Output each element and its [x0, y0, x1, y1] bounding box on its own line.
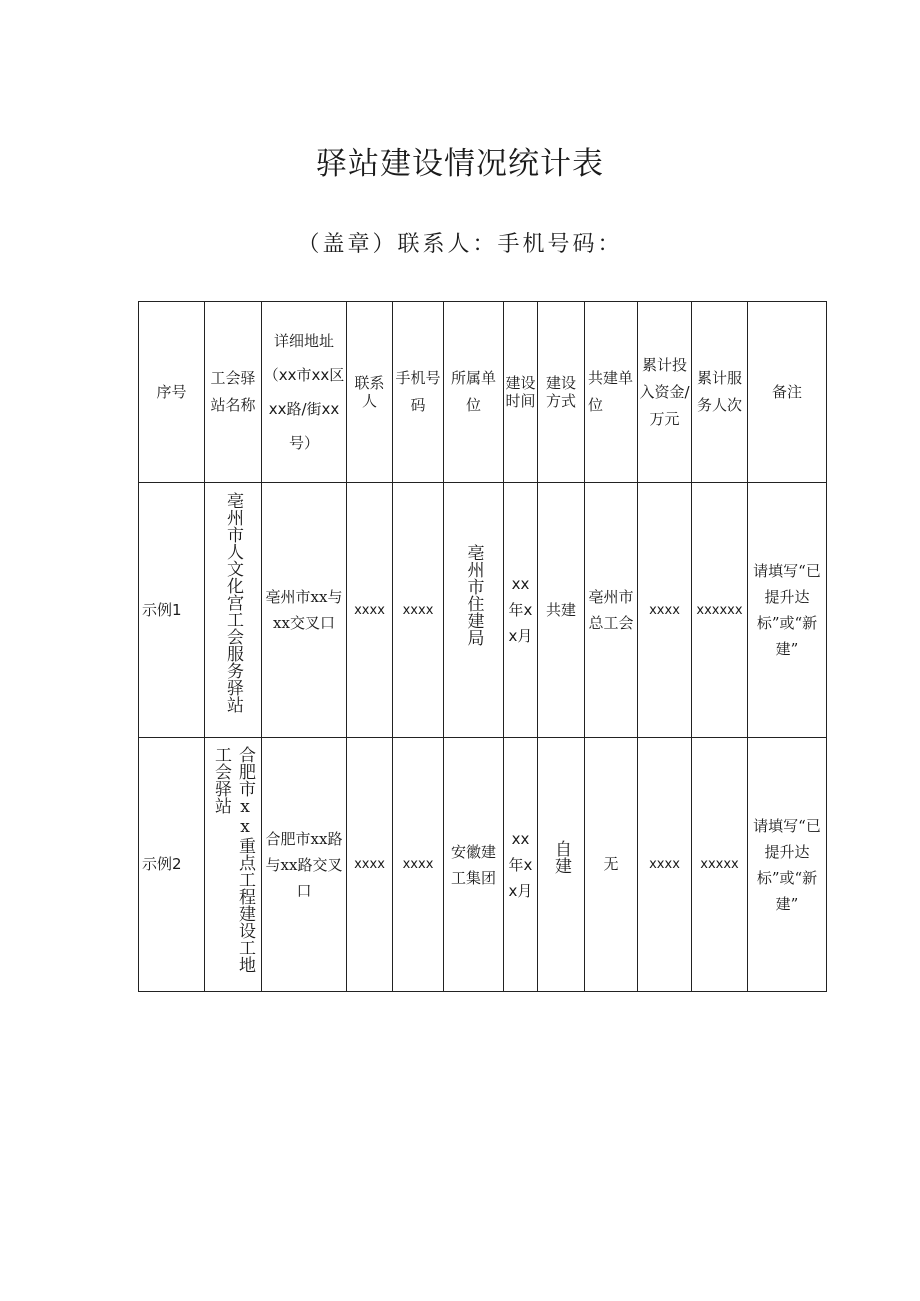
cell-unit: 安徽建工集团 [444, 738, 504, 992]
cell-name [205, 483, 262, 738]
table-row [139, 738, 827, 992]
page-title: 驿站建设情况统计表 [316, 146, 604, 182]
cell-address: 亳州市xx与xx交叉口 [262, 483, 347, 738]
cell-mode-text: 自建 [551, 839, 571, 874]
cell-invest: xxxx [638, 483, 692, 738]
table-header-row [139, 302, 827, 483]
header-address: 详细地址（xx市xx区xx路/街xx号） [262, 302, 347, 483]
header-seq: 序号 [139, 302, 205, 483]
cell-phone: xxxx [393, 738, 444, 992]
cell-seq: 示例1 [139, 483, 205, 738]
header-name: 工会驿站名称 [205, 302, 262, 483]
cell-name-text: 合肥市xx重点工程建设工地工会驿站 [211, 745, 255, 973]
cell-served: xxxxxx [692, 483, 748, 738]
cell-cobuild: 亳州市总工会 [585, 483, 638, 738]
header-served: 累计服务人次 [692, 302, 748, 483]
cell-served: xxxxx [692, 738, 748, 992]
cell-remark: 请填写“已提升达标”或“新建” [748, 483, 827, 738]
header-unit: 所属单位 [444, 302, 504, 483]
page-subtitle: （盖章）联系人：手机号码： [297, 232, 623, 257]
cell-name [205, 738, 262, 992]
cell-address: 合肥市xx路与xx路交叉口 [262, 738, 347, 992]
header-cobuild: 共建单位 [585, 302, 638, 483]
cell-mode: 共建 [538, 483, 585, 738]
cell-contact: xxxx [347, 483, 393, 738]
cell-time: xx年xx月 [504, 483, 538, 738]
header-time: 建设时间 [504, 302, 538, 483]
cell-seq: 示例2 [139, 738, 205, 992]
cell-phone: xxxx [393, 483, 444, 738]
cell-contact: xxxx [347, 738, 393, 992]
cell-remark: 请填写“已提升达标”或“新建” [748, 738, 827, 992]
cell-unit [444, 483, 504, 738]
header-contact: 联系人 [347, 302, 393, 483]
table-row [139, 483, 827, 738]
header-phone: 手机号码 [393, 302, 444, 483]
header-remark: 备注 [748, 302, 827, 483]
header-invest: 累计投入资金/万元 [638, 302, 692, 483]
cell-name-text: 亳州市人文化宫工会服务驿站 [223, 492, 243, 713]
cell-invest: xxxx [638, 738, 692, 992]
header-mode: 建设方式 [538, 302, 585, 483]
cell-mode [538, 738, 585, 992]
statistics-table [138, 301, 827, 992]
cell-unit-text: 亳州市住建局 [463, 544, 484, 646]
cell-cobuild: 无 [585, 738, 638, 992]
cell-time: xx年xx月 [504, 738, 538, 992]
